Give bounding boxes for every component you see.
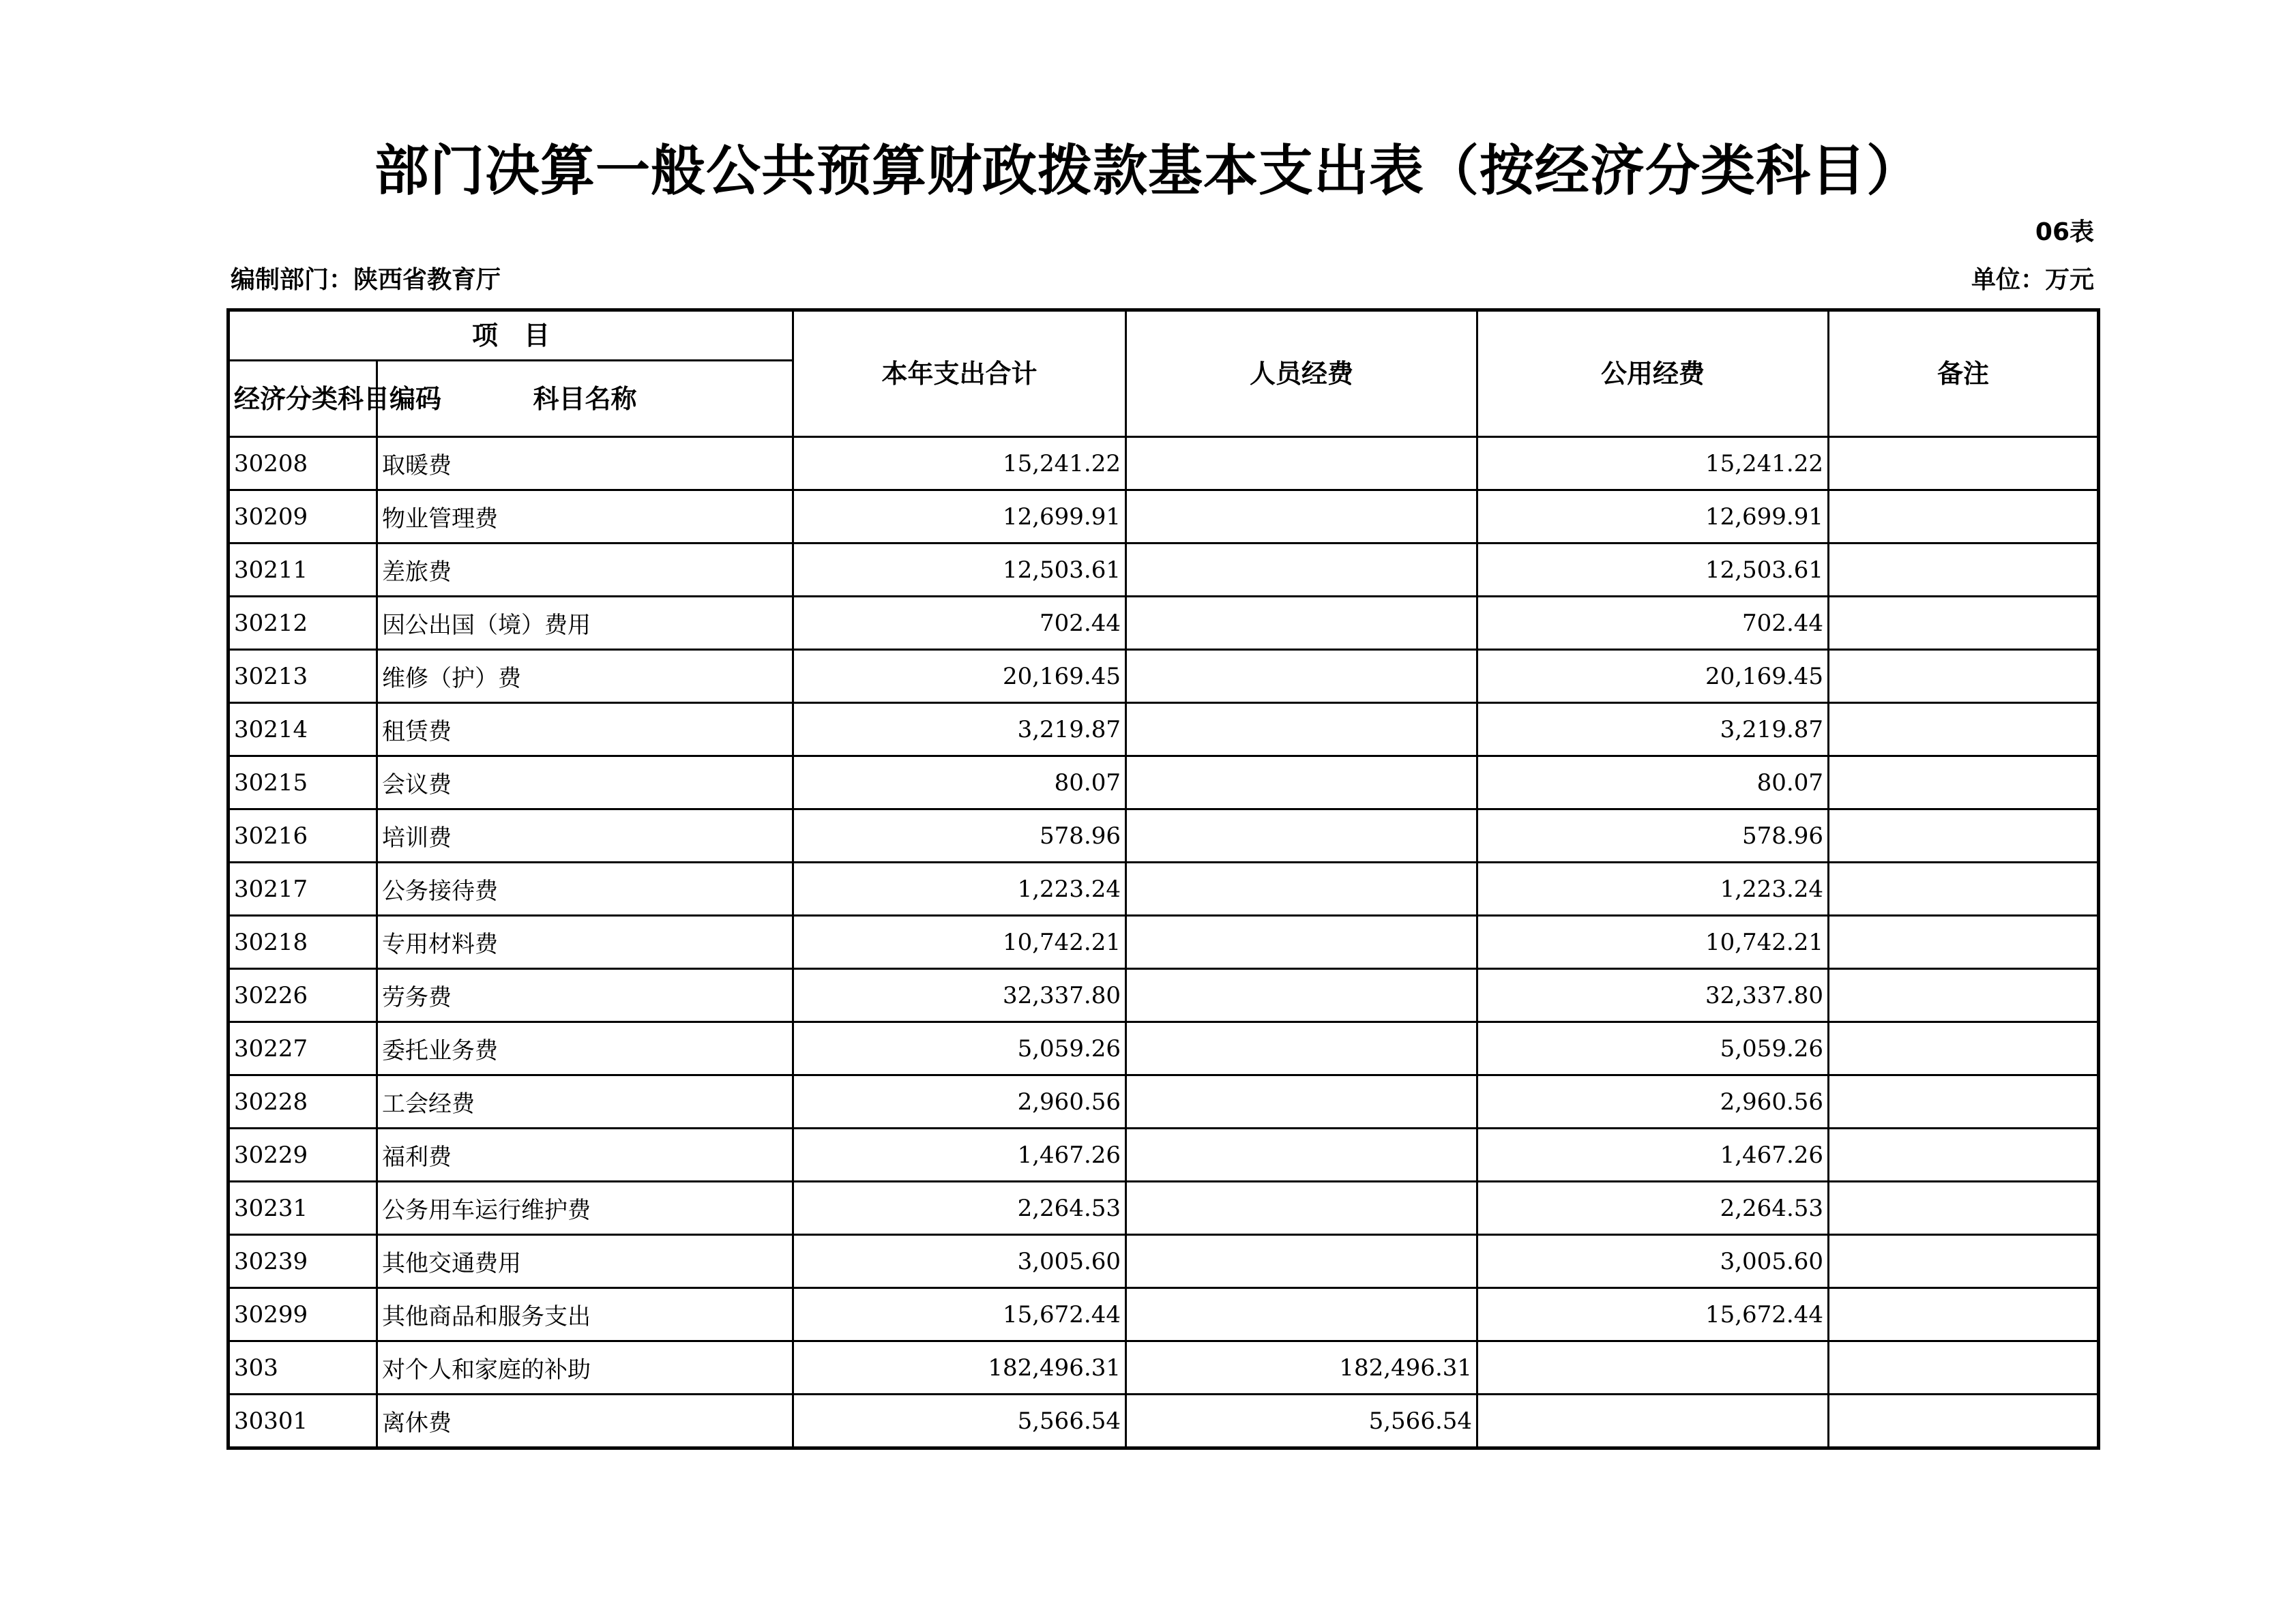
name-cell: 专用材料费 (377, 916, 793, 969)
remark-cell (1829, 969, 2099, 1022)
code-cell: 30301 (229, 1395, 377, 1448)
name-cell: 其他交通费用 (377, 1235, 793, 1288)
personnel-cell (1126, 969, 1477, 1022)
table-row (229, 1341, 2099, 1395)
total-cell: 5,059.26 (793, 1022, 1126, 1075)
code-cell: 30211 (229, 544, 377, 597)
personnel-cell: 182,496.31 (1126, 1341, 1477, 1395)
name-cell: 因公出国（境）费用 (377, 597, 793, 650)
remark-cell (1829, 703, 2099, 756)
total-cell: 2,264.53 (793, 1182, 1126, 1235)
total-cell: 702.44 (793, 597, 1126, 650)
personnel-cell (1126, 437, 1477, 490)
name-cell: 对个人和家庭的补助 (377, 1341, 793, 1395)
personnel-cell (1126, 1182, 1477, 1235)
personnel-cell (1126, 1022, 1477, 1075)
name-cell: 委托业务费 (377, 1022, 793, 1075)
table-row (229, 1395, 2099, 1448)
public-cell (1477, 1395, 1829, 1448)
expenditure-table (226, 308, 2100, 1450)
personnel-cell (1126, 756, 1477, 809)
remark-cell (1829, 437, 2099, 490)
total-cell: 3,005.60 (793, 1235, 1126, 1288)
name-cell: 差旅费 (377, 544, 793, 597)
table-row (229, 863, 2099, 916)
code-cell: 30231 (229, 1182, 377, 1235)
name-cell: 租赁费 (377, 703, 793, 756)
table-row (229, 1022, 2099, 1075)
name-cell: 其他商品和服务支出 (377, 1288, 793, 1341)
header-item: 项 目 (229, 310, 793, 361)
compiling-department: 编制部门：陕西省教育厅 (231, 266, 501, 294)
total-cell: 5,566.54 (793, 1395, 1126, 1448)
public-cell (1477, 1341, 1829, 1395)
code-cell: 30213 (229, 650, 377, 703)
total-cell: 2,960.56 (793, 1075, 1126, 1129)
code-cell: 30226 (229, 969, 377, 1022)
total-cell: 578.96 (793, 809, 1126, 863)
code-cell: 303 (229, 1341, 377, 1395)
total-cell: 3,219.87 (793, 703, 1126, 756)
remark-cell (1829, 1288, 2099, 1341)
public-cell: 20,169.45 (1477, 650, 1829, 703)
name-cell: 公务接待费 (377, 863, 793, 916)
public-cell: 578.96 (1477, 809, 1829, 863)
code-cell: 30214 (229, 703, 377, 756)
public-cell: 12,503.61 (1477, 544, 1829, 597)
name-cell: 离休费 (377, 1395, 793, 1448)
header-total: 本年支出合计 (793, 310, 1126, 437)
remark-cell (1829, 544, 2099, 597)
name-cell: 物业管理费 (377, 490, 793, 544)
remark-cell (1829, 916, 2099, 969)
remark-cell (1829, 1129, 2099, 1182)
table-row (229, 916, 2099, 969)
public-cell: 10,742.21 (1477, 916, 1829, 969)
table-row (229, 544, 2099, 597)
table-body (229, 437, 2099, 1448)
code-cell: 30208 (229, 437, 377, 490)
unit-label: 单位：万元 (1971, 266, 2094, 294)
public-cell: 32,337.80 (1477, 969, 1829, 1022)
code-cell: 30212 (229, 597, 377, 650)
personnel-cell (1126, 863, 1477, 916)
public-cell: 80.07 (1477, 756, 1829, 809)
table-row (229, 1129, 2099, 1182)
table-row (229, 703, 2099, 756)
table-row (229, 490, 2099, 544)
name-cell: 福利费 (377, 1129, 793, 1182)
code-cell: 30229 (229, 1129, 377, 1182)
personnel-cell (1126, 544, 1477, 597)
total-cell: 182,496.31 (793, 1341, 1126, 1395)
header-remark: 备注 (1829, 310, 2099, 437)
personnel-cell: 5,566.54 (1126, 1395, 1477, 1448)
personnel-cell (1126, 916, 1477, 969)
remark-cell (1829, 1341, 2099, 1395)
total-cell: 15,241.22 (793, 437, 1126, 490)
personnel-cell (1126, 1288, 1477, 1341)
table-number: 06表 (2035, 218, 2094, 246)
total-cell: 12,699.91 (793, 490, 1126, 544)
personnel-cell (1126, 1129, 1477, 1182)
personnel-cell (1126, 597, 1477, 650)
page-title: 部门决算一般公共预算财政拨款基本支出表（按经济分类科目） (374, 139, 1922, 203)
public-cell: 3,005.60 (1477, 1235, 1829, 1288)
total-cell: 80.07 (793, 756, 1126, 809)
header-name: 科目名称 (377, 361, 793, 437)
table-row (229, 437, 2099, 490)
remark-cell (1829, 597, 2099, 650)
personnel-cell (1126, 650, 1477, 703)
header-code: 经济分类科目编码 (229, 361, 377, 437)
personnel-cell (1126, 1075, 1477, 1129)
total-cell: 20,169.45 (793, 650, 1126, 703)
public-cell: 2,960.56 (1477, 1075, 1829, 1129)
table-row (229, 1288, 2099, 1341)
remark-cell (1829, 650, 2099, 703)
total-cell: 12,503.61 (793, 544, 1126, 597)
code-cell: 30209 (229, 490, 377, 544)
table-row (229, 1182, 2099, 1235)
public-cell: 1,467.26 (1477, 1129, 1829, 1182)
name-cell: 培训费 (377, 809, 793, 863)
public-cell: 702.44 (1477, 597, 1829, 650)
code-cell: 30239 (229, 1235, 377, 1288)
total-cell: 32,337.80 (793, 969, 1126, 1022)
personnel-cell (1126, 809, 1477, 863)
code-cell: 30215 (229, 756, 377, 809)
table-row (229, 650, 2099, 703)
total-cell: 1,223.24 (793, 863, 1126, 916)
personnel-cell (1126, 1235, 1477, 1288)
name-cell: 劳务费 (377, 969, 793, 1022)
table-row (229, 1075, 2099, 1129)
name-cell: 工会经费 (377, 1075, 793, 1129)
code-cell: 30216 (229, 809, 377, 863)
remark-cell (1829, 863, 2099, 916)
public-cell: 15,672.44 (1477, 1288, 1829, 1341)
code-cell: 30218 (229, 916, 377, 969)
remark-cell (1829, 1182, 2099, 1235)
personnel-cell (1126, 490, 1477, 544)
code-cell: 30217 (229, 863, 377, 916)
total-cell: 10,742.21 (793, 916, 1126, 969)
remark-cell (1829, 1395, 2099, 1448)
table-row (229, 597, 2099, 650)
remark-cell (1829, 756, 2099, 809)
remark-cell (1829, 1022, 2099, 1075)
code-cell: 30299 (229, 1288, 377, 1341)
name-cell: 取暖费 (377, 437, 793, 490)
table-row (229, 809, 2099, 863)
code-cell: 30227 (229, 1022, 377, 1075)
remark-cell (1829, 1235, 2099, 1288)
table-row (229, 969, 2099, 1022)
table-row (229, 756, 2099, 809)
name-cell: 会议费 (377, 756, 793, 809)
public-cell: 1,223.24 (1477, 863, 1829, 916)
remark-cell (1829, 809, 2099, 863)
code-cell: 30228 (229, 1075, 377, 1129)
header-personnel: 人员经费 (1126, 310, 1477, 437)
total-cell: 1,467.26 (793, 1129, 1126, 1182)
remark-cell (1829, 490, 2099, 544)
public-cell: 5,059.26 (1477, 1022, 1829, 1075)
public-cell: 3,219.87 (1477, 703, 1829, 756)
header-public: 公用经费 (1477, 310, 1829, 437)
public-cell: 12,699.91 (1477, 490, 1829, 544)
personnel-cell (1126, 703, 1477, 756)
table-row (229, 1235, 2099, 1288)
remark-cell (1829, 1075, 2099, 1129)
name-cell: 维修（护）费 (377, 650, 793, 703)
total-cell: 15,672.44 (793, 1288, 1126, 1341)
name-cell: 公务用车运行维护费 (377, 1182, 793, 1235)
public-cell: 15,241.22 (1477, 437, 1829, 490)
public-cell: 2,264.53 (1477, 1182, 1829, 1235)
